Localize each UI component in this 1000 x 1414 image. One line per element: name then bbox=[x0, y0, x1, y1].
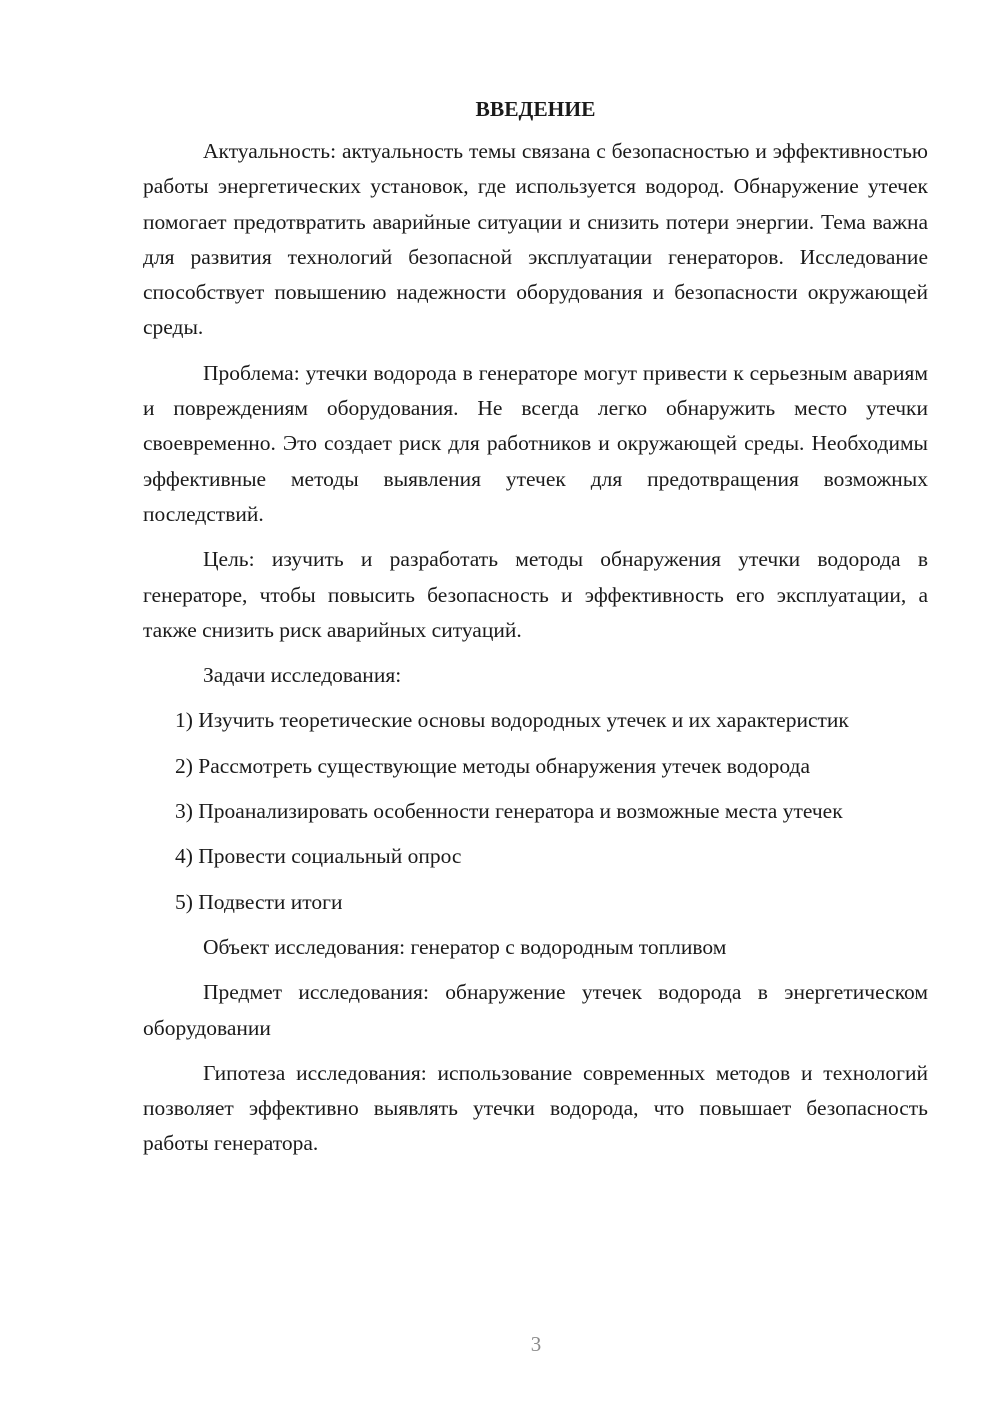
page-title: ВВЕДЕНИЕ bbox=[475, 97, 596, 121]
paragraph-problem: Проблема: утечки водорода в генераторе могут привести к серьезным авариям и повреждениям оборудования. Не всегда легко обнаружить место утечки своевременно. Это создает риск для работников и окружающей среды. Необходимы эффективные методы выявления утечек для предотвращения возможных последствий. bbox=[143, 360, 928, 526]
paragraph-tasks-heading: Задачи исследования: bbox=[203, 663, 402, 688]
paragraph-subject: Предмет исследования: обнаружение утечек водорода в энергетическом оборудовании bbox=[143, 980, 928, 1040]
paragraph-hypothesis: Гипотеза исследования: использование современных методов и технологий позволяет эффективно выявлять утечки водорода, что повышает безопасность работы генератора. bbox=[143, 1060, 928, 1156]
list-item-task-4: 4) Провести социальный опрос bbox=[175, 844, 462, 869]
paragraph-relevance: Актуальность: актуальность темы связана с безопасностью и эффективностью работы энергетических установок, где используется водород. Обнаружение утечек помогает предотвратить аварийные ситуации и снизить потери энергии. Тема важна для развития технологий безопасной эксплуатации генераторов. Исследование способствует повышению надежности оборудования и безопасности окружающей среды. bbox=[143, 139, 928, 340]
paragraph-goal: Цель: изучить и разработать методы обнаружения утечки водорода в генераторе, чтобы повысить безопасность и эффективность его эксплуатации, а также снизить риск аварийных ситуаций. bbox=[143, 547, 928, 642]
list-item-task-3: 3) Проанализировать особенности генератора и возможные места утечек bbox=[175, 799, 843, 824]
list-item-task-2: 2) Рассмотреть существующие методы обнаружения утечек водорода bbox=[175, 753, 810, 778]
list-item-task-1: 1) Изучить теоретические основы водородных утечек и их характеристик bbox=[175, 708, 849, 733]
paragraph-object: Объект исследования: генератор с водородным топливом bbox=[203, 934, 727, 959]
list-item-task-5: 5) Подвести итоги bbox=[175, 889, 343, 914]
page-number: 3 bbox=[530, 1332, 542, 1356]
document-body bbox=[143, 92, 928, 1162]
